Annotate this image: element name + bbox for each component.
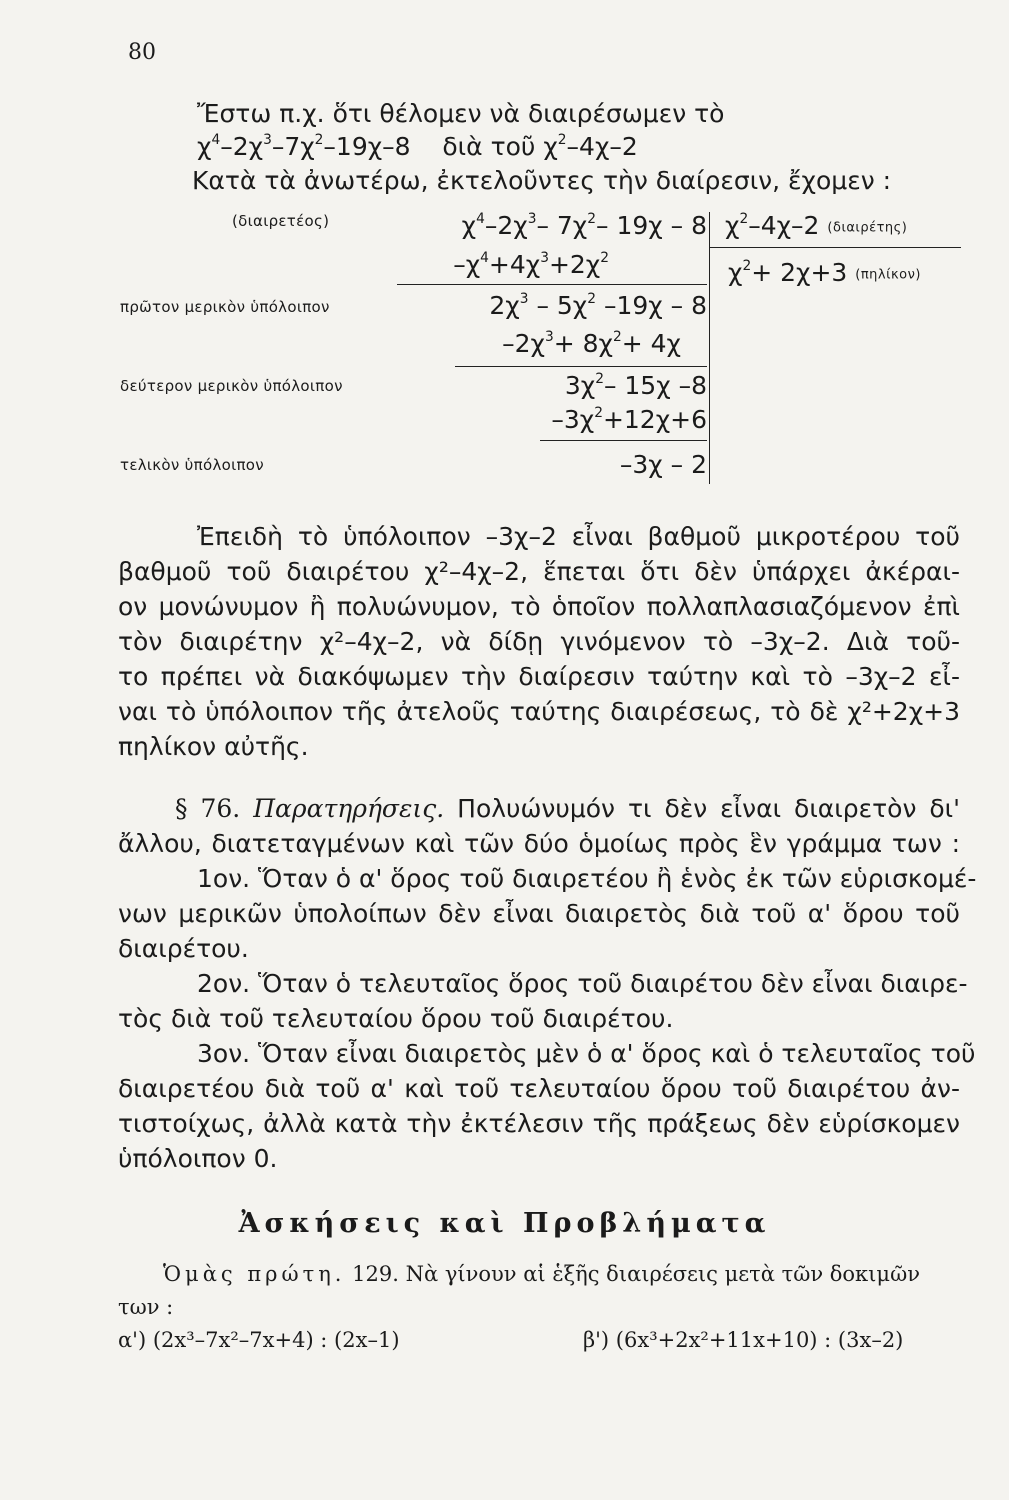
section-76-line-1: § 76. Παρατηρήσεις. Πολυώνυμόν τι δὲν εἶναι διαιρετὸν δι' (175, 794, 960, 823)
quotient: $\chi^2+ 2\chi+3$ (πηλίκον) (728, 258, 921, 287)
intro-line-1: Ἔστω π.χ. ὅτι θέλομεν νὰ διαιρέσωμεν τὸ (197, 99, 725, 128)
item-3-line-1: 3ον. Ὅταν εἶναι διαιρετὸς μὲν ὁ α' ὅρος καὶ ὁ τελευταῖος τοῦ (197, 1039, 976, 1068)
exercise-instruction: Νὰ γίνουν αἱ ἑξῆς διαιρέσεις μετὰ τῶν δοκιμῶν (405, 1262, 920, 1286)
label-second-remainder: δεύτερον μερικὸν ὑπόλοιπον (120, 377, 343, 395)
exercise-instruction-cont: των : (118, 1295, 174, 1319)
intro-expression-line (197, 131, 1009, 163)
page-number: 80 (128, 40, 156, 65)
paragraph-1-line-7: πηλίκον αὐτῆς. (118, 732, 309, 761)
item-1-line-3: διαιρέτου. (118, 934, 249, 963)
label-final-remainder: τελικὸν ὑπόλοιπον (120, 456, 264, 474)
item-1-line-2: νων μερικῶν ὑπολοίπων δὲν εἶναι διαιρετὸς διὰ τοῦ α' ὅρου τοῦ (118, 899, 960, 928)
item-3-line-2: διαιρετέου διὰ τοῦ α' καὶ τοῦ τελευταίου ὅρου τοῦ διαιρέτου ἀν- (118, 1074, 960, 1103)
divisor-expression: $\chi^2-4\chi-2$ (543, 132, 638, 161)
row-subtract-3: $-3\chi^2+12\chi+6$ (551, 405, 707, 434)
label-dividend: (διαιρετέος) (232, 212, 330, 230)
exercise-b (583, 1328, 903, 1352)
paragraph-1-line-2: βαθμοῦ τοῦ διαιρέτου χ²–4χ–2, ἕπεται ὅτι δὲν ὑπάρχει ἀκέραι- (118, 557, 960, 586)
row-first-remainder: $2\chi^3 - 5\chi^2$ –19χ – 8 (489, 291, 707, 320)
label-first-remainder: πρῶτον μερικὸν ὑπόλοιπον (120, 298, 330, 316)
item-3-line-4: ὑπόλοιπον 0. (118, 1144, 278, 1173)
label-quotient: (πηλίκον) (855, 267, 921, 283)
exercise-a-label: α') (118, 1328, 147, 1352)
rule-3 (540, 440, 707, 441)
exercises-heading: Ἀσκήσεις καὶ Προβλήματα (238, 1208, 771, 1239)
item-2-line-2: τὸς διὰ τοῦ τελευταίου ὅρου τοῦ διαιρέτου. (118, 1004, 674, 1033)
division-vertical-bar (709, 212, 710, 484)
by-text: διὰ τοῦ (442, 132, 536, 161)
rule-1 (397, 284, 707, 285)
row-dividend: $\chi^4-2\chi^3-$ $7\chi^2-$ 19χ – 8 (461, 211, 707, 240)
divisor-rule (709, 247, 961, 248)
dividend-expression: $\chi^4-2\chi^3-7\chi^2-19\chi-8$ (197, 132, 411, 161)
divisor: $\chi^2-4\chi-2$ (διαιρέτης) (725, 211, 908, 240)
exercise-a-expression: (2x³–7x²–7x+4) : (2x–1) (152, 1328, 400, 1352)
intro-line-3: Κατὰ τὰ ἀνωτέρω, ἐκτελοῦντες τὴν διαίρεσιν, ἔχομεν : (192, 166, 892, 195)
section-76-line-2: ἄλλου, διατεταγμένων καὶ τῶν δύο ὁμοίως πρὸς ἓν γράμμα των : (118, 829, 960, 858)
row-final-remainder: –3χ – 2 (619, 450, 707, 479)
exercise-number: 129. (352, 1262, 399, 1286)
section-title: Παρατηρήσεις. (253, 794, 445, 823)
exercise-group-line (163, 1262, 920, 1286)
row-subtract-1: $-\chi^4+4\chi^3+2\chi^2$ (453, 250, 609, 279)
exercise-b-expression: (6x³+2x²+11x+10) : (3x–2) (615, 1328, 904, 1352)
group-label: Ὁμὰς πρώτη. (163, 1262, 346, 1286)
paragraph-1-line-5: το πρέπει νὰ διακόψωμεν τὴν διαίρεσιν ταύτην καὶ τὸ –3χ–2 εἶ- (118, 662, 960, 691)
paragraph-1-line-3: ον μονώνυμον ἢ πολυώνυμον, τὸ ὁποῖον πολλαπλασιαζόμενον ἐπὶ (118, 592, 960, 621)
exercise-a (118, 1328, 400, 1352)
paragraph-1-line-1: Ἐπειδὴ τὸ ὑπόλοιπον –3χ–2 εἶναι βαθμοῦ μικροτέρου τοῦ (197, 522, 960, 551)
row-second-remainder: $3\chi^2-$ 15χ –8 (564, 371, 707, 400)
row-subtract-2: $-2\chi^3+ 8\chi^2+ 4\chi$ (502, 329, 681, 358)
item-3-line-3: τιστοίχως, ἀλλὰ κατὰ τὴν ἐκτέλεσιν τῆς πράξεως δὲν εὑρίσκομεν (118, 1109, 960, 1138)
rule-2 (455, 366, 707, 367)
exercise-b-label: β') (583, 1328, 610, 1352)
paragraph-1-line-4: τὸν διαιρέτην χ²–4χ–2, νὰ δίδῃ γινόμενον τὸ –3χ–2. Διὰ τοῦ- (118, 627, 960, 656)
label-divisor: (διαιρέτης) (827, 220, 908, 236)
item-2-line-1: 2ον. Ὅταν ὁ τελευταῖος ὅρος τοῦ διαιρέτου δὲν εἶναι διαιρε- (197, 969, 968, 998)
section-number: § 76. (175, 794, 241, 823)
item-1-line-1: 1ον. Ὅταν ὁ α' ὅρος τοῦ διαιρετέου ἢ ἑνὸς ἐκ τῶν εὑρισκομέ- (197, 864, 977, 893)
paragraph-1-line-6: ναι τὸ ὑπόλοιπον τῆς ἀτελοῦς ταύτης διαιρέσεως, τὸ δὲ χ²+2χ+3 (118, 697, 960, 726)
